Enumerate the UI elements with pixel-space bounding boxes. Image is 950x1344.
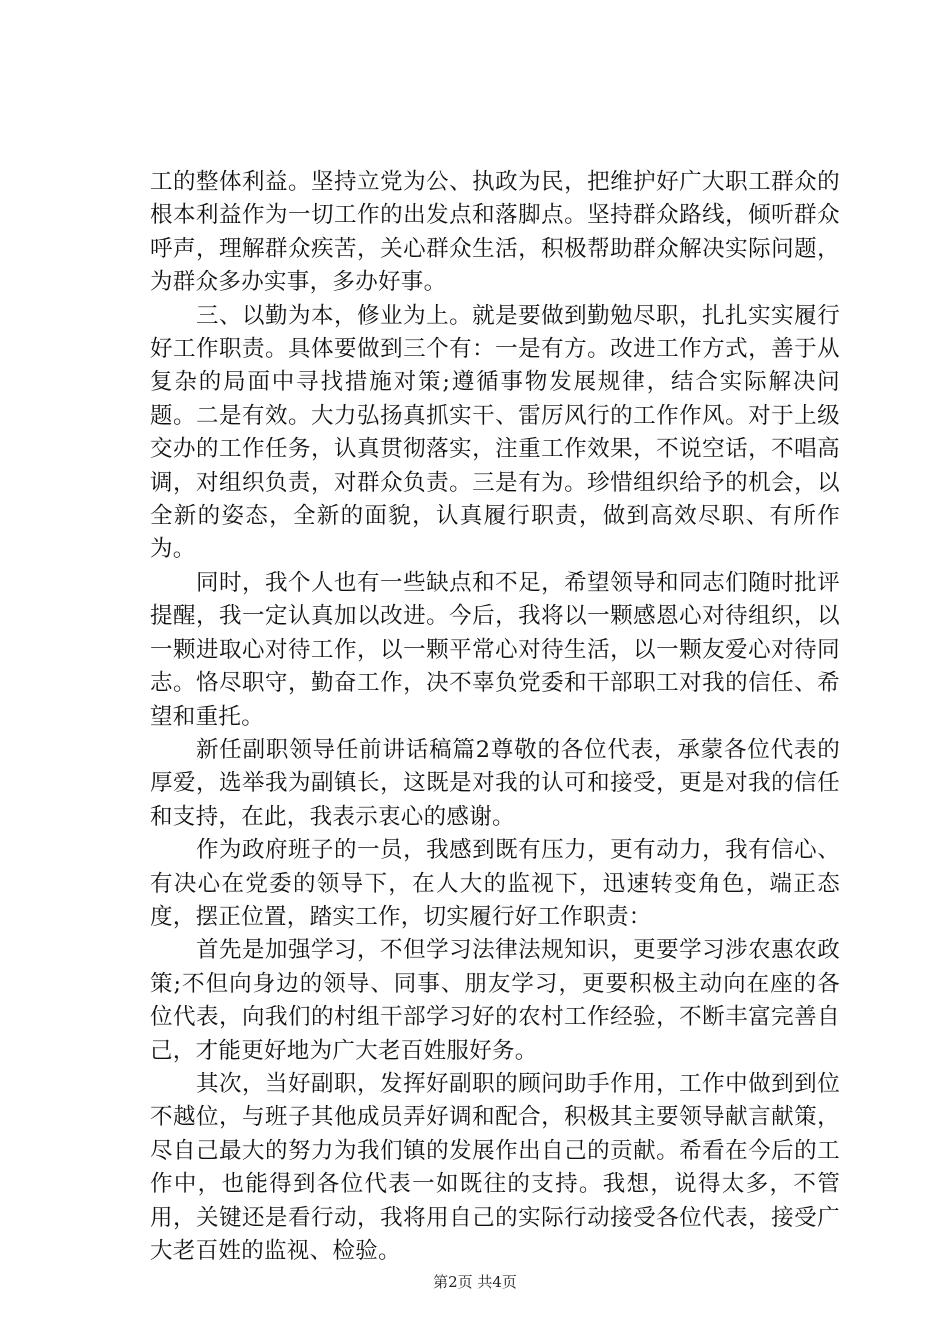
document-body <box>150 166 840 1268</box>
paragraph-government-member: 作为政府班子的一员，我感到既有压力，更有动力，我有信心、有决心在党委的领导下，在人大的监视下，迅速转变角色，端正态度，摆正位置，踏实工作，切实履行好工作职责： <box>150 837 840 930</box>
paragraph-speech-2-opening: 新任副职领导任前讲话稿篇2尊敬的各位代表，承蒙各位代表的厚爱，选举我为副镇长，这既是对我的认可和接受，更是对我的信任和支持，在此，我表示衷心的感谢。 <box>150 736 840 830</box>
paragraph-continuation: 工的整体利益。坚持立党为公、执政为民，把维护好广大职工群众的根本利益作为一切工作的出发点和落脚点。坚持群众路线，倾听群众呼声，理解群众疾苦，关心群众生活，积极帮助群众解决实际问题，为群众多办实事，多办好事。 <box>150 169 840 296</box>
paragraph-first-study: 首先是加强学习，不但学习法律法规知识，更要学习涉农惠农政策;不但向身边的领导、同事、朋友学习，更要积极主动向在座的各位代表，向我们的村组干部学习好的农村工作经验，不断丰富完善自己，才能更好地为广大老百姓服好务。 <box>150 937 840 1064</box>
paragraph-shortcomings: 同时，我个人也有一些缺点和不足，希望领导和同志们随时批评提醒，我一定认真加以改进。今后，我将以一颗感恩心对待组织，以一颗进取心对待工作，以一颗平常心对待生活，以一颗友爱心对待同志。恪尽职守，勤奋工作，决不辜负党委和干部职工对我的信任、希望和重托。 <box>150 569 840 730</box>
page-number-footer: 第2页 共4页 <box>433 1273 517 1291</box>
paragraph-second-deputy-role: 其次，当好副职，发挥好副职的顾问助手作用，工作中做到到位不越位，与班子其他成员弄好调和配合，积极其主要领导献言献策，尽自己最大的努力为我们镇的发展作出自己的贡献。希看在今后的工作中，也能得到各位代表一如既往的支持。我想，说得太多，不管用，关键还是看行动，我将用自己的实际行动接受各位代表，接受广大老百姓的监视、检验。 <box>150 1070 840 1264</box>
paragraph-diligence: 三、以勤为本，修业为上。就是要做到勤勉尽职，扎扎实实履行好工作职责。具体要做到三个有：一是有方。改进工作方式，善于从复杂的局面中寻找措施对策;遵循事物发展规律，结合实际解决问题。二是有效。大力弘扬真抓实干、雷厉风行的工作作风。对于上级交办的工作任务，认真贯彻落实，注重工作效果，不说空话，不唱高调，对组织负责，对群众负责。三是有为。珍惜组织给予的机会，以全新的姿态，全新的面貌，认真履行职责，做到高效尽职、有所作为。 <box>150 302 840 563</box>
